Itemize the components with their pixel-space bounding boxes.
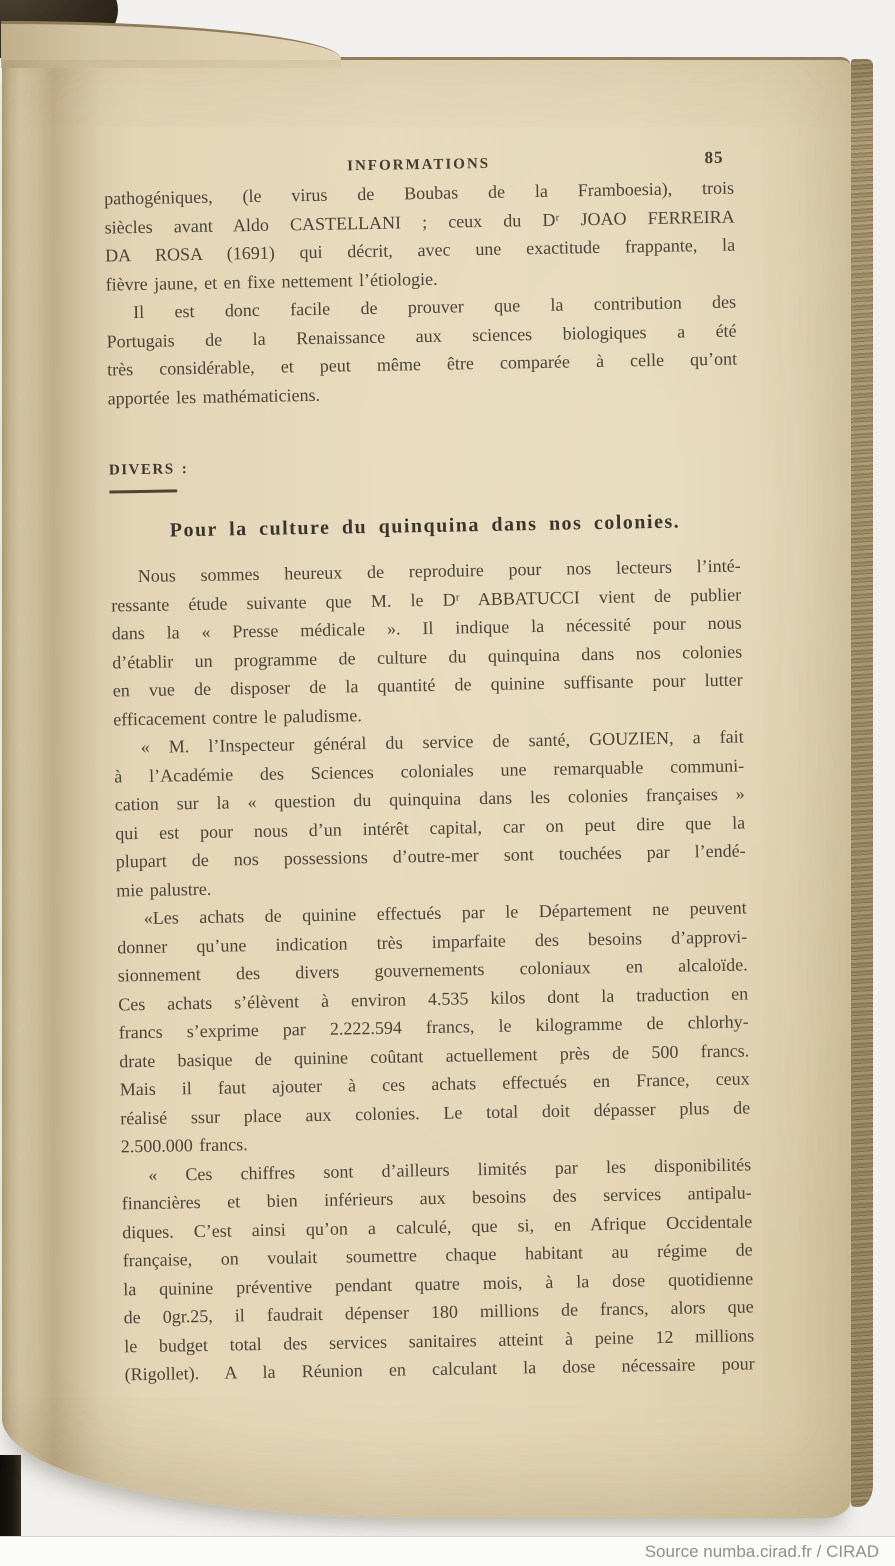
paragraph <box>106 288 738 413</box>
text-line: pathogéniques, (le virus de Boubas de la Framboesia), trois <box>104 177 735 209</box>
book-page <box>2 57 851 1518</box>
text-line: en vue de disposer de la quantité de quinine suffisante pour lutter <box>112 669 743 701</box>
paragraph <box>121 1150 755 1389</box>
text-line: « Ces chiffres sont d’ailleurs limités par les disponibilités <box>148 1153 752 1185</box>
text-line: la quinine préventive pendant quatre mois, à la dose quotidienne <box>123 1267 754 1299</box>
paragraph <box>114 722 747 904</box>
source-attribution-text: Source numba.cirad.fr / CIRAD <box>644 1541 879 1561</box>
text-line: réalisé ssur place aux colonies. Le total doit dépasser plus de <box>120 1096 751 1128</box>
page-top-curl <box>1 21 341 68</box>
text-line: francs s’exprime par 2.222.594 francs, le kilogramme de chlorhy- <box>118 1011 749 1043</box>
book-cover-edge <box>0 1455 21 1547</box>
paragraph-continuation <box>104 174 736 299</box>
text-line: Il est donc facile de prouver que la contribution des <box>132 291 737 323</box>
text-line: sionnement des divers gouvernements coloniaux en alcaloïde. <box>117 954 748 986</box>
page-number: 85 <box>704 147 724 168</box>
text-line: drate basique de quinine coûtant actuellement près de 500 francs. <box>119 1039 750 1071</box>
text-line: française, on voulait soumettre chaque habitant au régime de <box>122 1239 753 1271</box>
text-line: mie palustre. <box>116 878 212 900</box>
page-text-block <box>103 146 754 1389</box>
text-line: siècles avant Aldo CASTELLANI ; ceux du Dʳ JOAO FERREIRA <box>104 206 735 238</box>
text-line: financières et bien inférieurs aux besoins des services antipalu- <box>121 1182 752 1214</box>
text-line: Mais il faut ajouter à ces achats effectués en France, ceux <box>119 1068 750 1100</box>
text-line: qui est pour nous d’un intérêt capital, car on peut dire que la <box>115 811 746 843</box>
text-line: DA ROSA (1691) qui décrit, avec une exactitude frappante, la <box>104 234 736 266</box>
text-line: plupart de nos possessions d’outre-mer sont touchées par l’endé- <box>115 840 746 872</box>
running-title: INFORMATIONS <box>347 155 491 175</box>
text-line: de 0gr.25, il faudrait dépenser 180 millions de francs, alors que <box>123 1296 754 1328</box>
paragraph <box>116 893 750 1160</box>
text-line: dans la « Presse médicale ». Il indique la nécessité pour nous <box>111 612 742 644</box>
page-header <box>103 146 733 181</box>
text-line: fièvre jaune, et en fixe nettement l’étiologie. <box>105 268 438 295</box>
text-line: efficacement contre le paludisme. <box>113 704 362 729</box>
source-bar <box>0 1537 895 1566</box>
paragraph <box>111 552 744 734</box>
text-line: à l’Académie des Sciences coloniales une remarquable communi- <box>114 754 745 786</box>
text-line: Nous sommes heureux de reproduire pour nos lecteurs l’inté- <box>137 555 741 587</box>
section-rule <box>109 489 177 493</box>
text-line: donner qu’une indication très imparfaite des besoins d’approvi- <box>117 925 748 957</box>
text-line: ressante étude suivante que M. le Dʳ ABBATUCCI vient de publier <box>111 584 742 616</box>
section-label: DIVERS : <box>108 461 189 479</box>
article-title: Pour la culture du quinquina dans nos colonies. <box>169 510 681 541</box>
text-line: Portugais de la Renaissance aux sciences biologiques a été <box>106 320 737 352</box>
text-line: Ces achats s’élèvent à environ 4.535 kilos dont la traduction en <box>118 982 749 1014</box>
text-line: «Les achats de quinine effectués par le Département ne peuvent <box>143 897 747 928</box>
text-line: « M. l’Inspecteur général du service de santé, GOUZIEN, a fait <box>140 726 744 758</box>
text-line: 2.500.000 francs. <box>120 1134 248 1157</box>
text-line: très considérable, et peut même être comparée à celle qu’ont <box>106 348 738 380</box>
section-divers <box>109 446 740 493</box>
text-line: apportée les mathématiciens. <box>107 384 321 409</box>
text-line: cation sur la « question du quinquina dans les colonies françaises » <box>114 783 745 815</box>
text-line: diques. C’est ainsi qu’on a calculé, que si, en Afrique Occidentale <box>122 1210 753 1242</box>
text-line: (Rigollet). A la Réunion en calculant la dose nécessaire pour <box>124 1353 755 1385</box>
page-edges-texture <box>851 59 873 1507</box>
text-line: le budget total des services sanitaires atteint à peine 12 millions <box>124 1324 755 1356</box>
text-line: d’établir un programme de culture du quinquina dans nos colonies <box>112 641 743 672</box>
